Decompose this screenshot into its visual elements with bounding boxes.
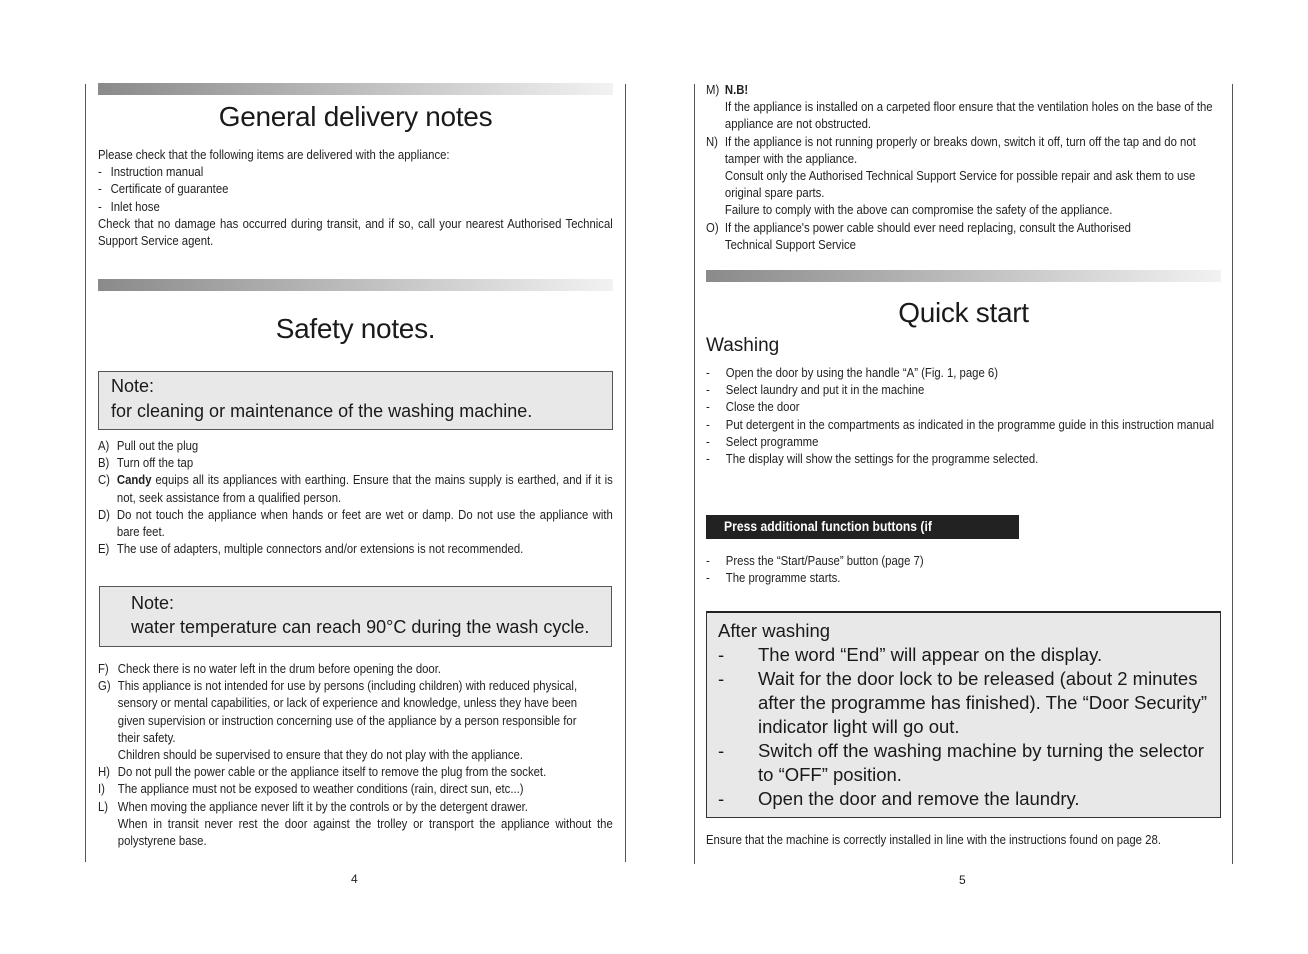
safety-list-1 [98, 438, 613, 558]
safety-list-2 [98, 661, 613, 850]
after-washing-item: - Open the door and remove the laundry. [718, 788, 1080, 809]
page-number-right: 5 [959, 873, 966, 887]
safety-item-c: C) Candy equips all its appliances with earthing. Ensure that the mains supply is earthed, and if it is not, seek assistance from a qualified person. [98, 473, 613, 505]
quick-start-title: Quick start [898, 297, 1029, 328]
delivery-item: - Certificate of guarantee [98, 182, 229, 197]
function-buttons-text: Press additional function buttons (if required) [724, 519, 932, 557]
after-washing-title: After washing [718, 620, 831, 641]
note-heading: Note: [131, 593, 175, 613]
delivery-header-bar [98, 83, 613, 95]
start-step: - The programme starts. [706, 571, 841, 586]
quick-start-header-bar [706, 270, 1221, 282]
safety-item-g: G) This appliance is not intended for use by persons (including children) with reduced physical, sensory or mental capabilities, or lack of experience and knowledge, unless they have been given supervision or instruction concerning use of the appliance by a person responsible for their safety. [98, 679, 578, 745]
installation-footer: Ensure that the machine is correctly installed in line with the instructions found on page 28. [706, 833, 1161, 847]
after-washing-item: - Switch off the washing machine by turning the selector to “OFF” position. [718, 740, 1204, 785]
left-margin-rule [85, 84, 86, 862]
washing-step: - Close the door [706, 400, 800, 415]
safety-list-3 [706, 82, 1221, 254]
right-page-left-rule [694, 84, 695, 864]
safety-item-o: O) If the appliance's power cable should ever need replacing, consult the Authorised Technical Support Service [706, 220, 1131, 252]
safety-item-l: L) When moving the appliance never lift it by the controls or by the detergent drawer. [98, 799, 528, 814]
washing-step: - Select laundry and put it in the machine [706, 383, 925, 398]
start-step: - Press the “Start/Pause” button (page 7) [706, 554, 924, 568]
after-washing-item: - Wait for the door lock to be released (about 2 minutes after the programme has finished). The “Door Security” indicator light will go out. [718, 668, 1207, 737]
safety-item-l-continued: When in transit never rest the door against the trolley or transport the appliance without the polystyrene base. [117, 816, 613, 849]
after-washing-box [706, 611, 1221, 818]
note-text: water temperature can reach 90°C during the wash cycle. [131, 617, 590, 637]
note-heading: Note: [111, 376, 155, 396]
washing-step: - Put detergent in the compartments as indicated in the programme guide in this instruction manual [706, 417, 1215, 432]
left-page-right-rule [625, 84, 626, 862]
safety-item-a: A) Pull out the plug [98, 439, 199, 453]
safety-item-n-failure: Failure to comply with the above can compromise the safety of the appliance. [724, 203, 1113, 218]
safety-item-h: H) Do not pull the power cable or the appliance itself to remove the plug from the socket. [98, 765, 547, 780]
delivery-title: General delivery notes [218, 101, 493, 132]
safety-title: Safety notes. [275, 313, 436, 344]
delivery-outro: Check that no damage has occurred during transit, and if so, call your nearest Authorised Technical Support Service agent. [98, 216, 613, 249]
nb-label: N.B! [724, 83, 749, 97]
temperature-note-box [99, 586, 612, 647]
right-margin-rule [1232, 84, 1233, 864]
delivery-section [98, 147, 613, 250]
safety-item-e: E) The use of adapters, multiple connectors and/or extensions is not recommended. [98, 542, 524, 557]
safety-item-i: I) The appliance must not be exposed to weather conditions (rain, direct sun, etc...) [98, 782, 524, 797]
safety-item-n-consult: Consult only the Authorised Technical Support Service for possible repair and ask them to use original spare parts. [724, 169, 1196, 201]
after-washing-item: - The word “End” will appear on the display. [718, 644, 1103, 665]
washing-step: - Select programme [706, 434, 819, 449]
washing-steps [706, 365, 1221, 468]
delivery-item: - Inlet hose [98, 199, 160, 214]
safety-item-m-text: If the appliance is installed on a carpeted floor ensure that the ventilation holes on the base of the appliance are not obstructed. [724, 100, 1213, 132]
safety-item-b: B) Turn off the tap [98, 456, 194, 471]
washing-step: - Open the door by using the handle “A” (Fig. 1, page 6) [706, 366, 998, 380]
washing-step: - The display will show the settings for the programme selected. [706, 452, 1039, 467]
brand-name: Candy [116, 473, 152, 488]
page-number-left: 4 [351, 872, 358, 886]
start-steps [706, 553, 1221, 587]
safety-item-n: N) If the appliance is not running properly or breaks down, switch it off, turn off the tap and do not tamper with the appliance. [706, 134, 1196, 166]
safety-item-f: F) Check there is no water left in the drum before opening the door. [98, 662, 442, 676]
delivery-item: - Instruction manual [98, 165, 204, 180]
safety-item-g-continued: Children should be supervised to ensure that they do not play with the appliance. [117, 748, 523, 763]
safety-item-d: D) Do not touch the appliance when hands or feet are wet or damp. Do not use the appliance with bare feet. [98, 507, 613, 540]
function-buttons-bar [706, 515, 1019, 557]
safety-header-bar [98, 279, 613, 291]
washing-subtitle: Washing [706, 335, 780, 356]
safety-item-m: M) N.B! [706, 83, 749, 97]
delivery-intro: Please check that the following items are delivered with the appliance: [98, 148, 450, 162]
maintenance-note-box [98, 371, 613, 430]
note-text: for cleaning or maintenance of the washing machine. [111, 401, 533, 421]
